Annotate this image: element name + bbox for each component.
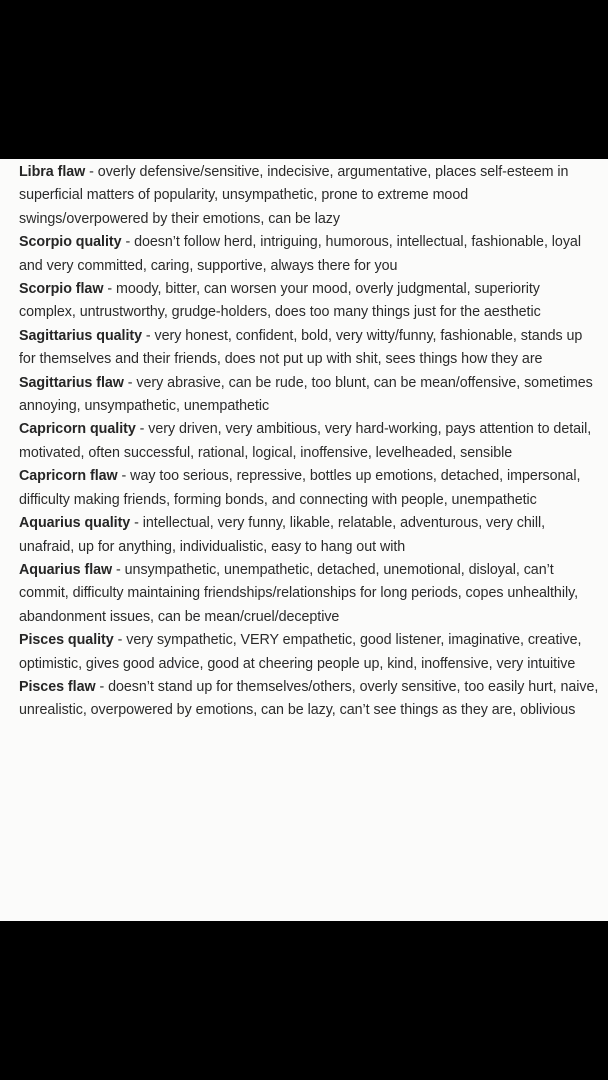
- entry-text: - intellectual, very funny, likable, relatable, adventurous, very chill, unafraid, up for anything, individualistic, easy to hang out with: [19, 515, 546, 555]
- entry-term: Sagittarius quality: [19, 327, 142, 344]
- entry-sagittarius-quality: [19, 325, 599, 372]
- entry-term: Capricorn flaw: [19, 468, 118, 485]
- entry-text: - very honest, confident, bold, very witty/funny, fashionable, stands up for themselves and their friends, does not put up with shit, sees things how they are: [19, 327, 583, 368]
- entry-term: Aquarius flaw: [19, 561, 113, 578]
- entry-text: - very abrasive, can be rude, too blunt, can be mean/offensive, sometimes annoying, unsympathetic, unempathetic: [19, 374, 593, 415]
- entry-text: - doesn’t follow herd, intriguing, humorous, intellectual, fashionable, loyal and very committed, caring, supportive, always there for you: [19, 234, 581, 274]
- entry-term: Sagittarius flaw: [19, 374, 124, 391]
- entry-term: Libra flaw: [19, 164, 86, 180]
- entry-text: - very sympathetic, VERY empathetic, good listener, imaginative, creative, optimistic, gives good advice, good at cheering people up, kind, inoffensive, very intuitive: [19, 632, 582, 672]
- entry-aquarius-quality: [19, 512, 599, 559]
- entry-term: Pisces quality: [19, 632, 114, 649]
- entry-text: - very driven, very ambitious, very hard-working, pays attention to detail, motivated, often successful, rational, logical, inoffensive, levelheaded, sensible: [19, 421, 592, 461]
- entry-text: - way too serious, repressive, bottles up emotions, detached, impersonal, difficulty making friends, forming bonds, and connecting with people, unempathetic: [19, 468, 581, 508]
- entry-capricorn-quality: [19, 418, 599, 465]
- entry-scorpio-flaw: [19, 278, 599, 325]
- zodiac-traits-list: [19, 161, 599, 723]
- entry-pisces-quality: [19, 629, 599, 676]
- entry-capricorn-flaw: [19, 465, 599, 512]
- entry-text: - unsympathetic, unempathetic, detached, unemotional, disloyal, can’t commit, difficulty maintaining friendships/relationships for long periods, copes unhealthily, abandonment issues, can be mean/cruel/deceptive: [19, 561, 579, 625]
- document-page: [0, 159, 608, 921]
- entry-aquarius-flaw: [19, 559, 599, 629]
- entry-libra-flaw: [19, 161, 599, 231]
- entry-term: Pisces flaw: [19, 678, 96, 695]
- entry-term: Aquarius quality: [19, 515, 131, 532]
- entry-pisces-flaw: [19, 676, 599, 723]
- entry-text: - doesn’t stand up for themselves/others, overly sensitive, too easily hurt, naive, unrealistic, overpowered by emotions, can be lazy, can’t see things as they are, oblivious: [19, 678, 599, 719]
- entry-text: - overly defensive/sensitive, indecisive, argumentative, places self-esteem in superficial matters of popularity, unsympathetic, prone to extreme mood swings/overpowered by their emotions, can be lazy: [19, 164, 569, 227]
- entry-term: Capricorn quality: [19, 421, 136, 438]
- entry-sagittarius-flaw: [19, 372, 599, 419]
- entry-term: Scorpio quality: [19, 234, 122, 251]
- entry-scorpio-quality: [19, 231, 599, 278]
- entry-text: - moody, bitter, can worsen your mood, overly judgmental, superiority complex, untrustworthy, grudge-holders, does too many things just for the aesthetic: [19, 281, 541, 321]
- entry-term: Scorpio flaw: [19, 281, 104, 298]
